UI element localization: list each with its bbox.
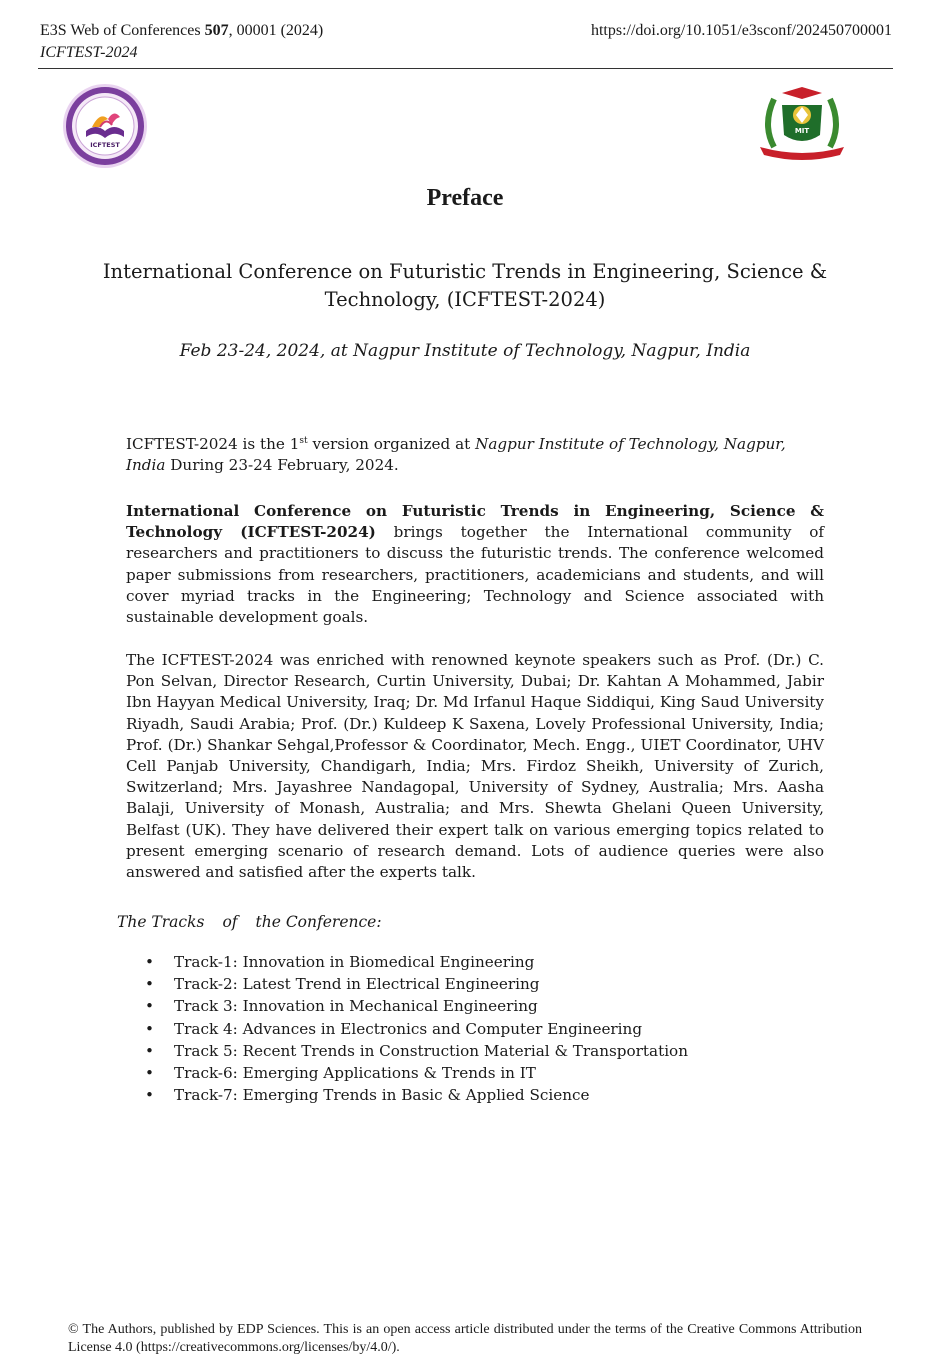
- svg-text:MIT: MIT: [794, 127, 810, 135]
- intro-paragraph: ICFTEST-2024 is the 1st version organized at Nagpur Institute of Technology, Nagpur, India During 23-24 February, 2024.: [126, 435, 786, 475]
- license-footer: © The Authors, published by EDP Sciences. This is an open access article distributed under the terms of the Creative Commons Attribution License 4.0 (https://creativecommons.org/licenses/by/4.0/).: [68, 1322, 862, 1355]
- about-paragraph: International Conference on Futuristic Trends in Engineering, Science & Technology (ICFTEST-2024) brings together the International community of researchers and practitioners to discuss the futuristic trends. The conference welcomed paper submissions from researchers, practitioners, academicians and students, and will cover myriad tracks in the Engineering; Technology and Science associated with sustainable development goals.: [126, 502, 824, 627]
- volume-number: 507: [204, 22, 229, 39]
- journal-citation: E3S Web of Conferences 507, 00001 (2024): [40, 22, 324, 39]
- page-title: Preface: [426, 185, 504, 211]
- list-item: • Track-2: Latest Trend in Electrical Engineering: [145, 973, 688, 995]
- conference-acronym: ICFTEST-2024: [40, 44, 138, 61]
- date-venue: Feb 23-24, 2024, at Nagpur Institute of Technology, Nagpur, India: [179, 341, 751, 361]
- list-item: • Track 5: Recent Trends in Construction Material & Transportation: [145, 1040, 688, 1062]
- list-item: • Track 3: Innovation in Mechanical Engineering: [145, 995, 688, 1017]
- list-item: • Track-1: Innovation in Biomedical Engineering: [145, 951, 688, 973]
- nit-logo: [752, 85, 852, 163]
- keynote-paragraph: The ICFTEST-2024 was enriched with renowned keynote speakers such as Prof. (Dr.) C. Pon Selvan, Director Research, Curtin University, Dubai; Dr. Kahtan A Mohammed, Jabir Ibn Hayyan Medical University, Iraq; Dr. Md Irfanul Haque Siddiqui, King Saud University Riyadh, Saudi Arabia; Prof. (Dr.) Kuldeep K Saxena, Lovely Professional University, India; Prof. (Dr.) Shankar Sehgal,Professor & Coordinator, Mech. Engg., UIET Coordinator, UHV Cell Panjab University, Chandigarh, India; Mrs. Firdoz Sheikh, University of Zurich, Switzerland; Mrs. Jayashree Nandagopal, University of Sydney, Australia; Mrs. Aasha Balaji, University of Monash, Australia; and Mrs. Shewta Ghelani Queen University, Belfast (UK). They have delivered their expert talk on various emerging topics related to present emerging scenario of research demand. Lots of audience queries were also answered and satisfied after the experts talk.: [126, 651, 824, 882]
- list-item: • Track 4: Advances in Electronics and Computer Engineering: [145, 1018, 688, 1040]
- doi-link[interactable]: https://doi.org/10.1051/e3sconf/202450700001: [590, 22, 892, 39]
- tracks-heading: The Tracks of the Conference:: [117, 913, 382, 931]
- running-header: [40, 20, 323, 64]
- header-rule: [38, 68, 893, 69]
- icftest-logo: [62, 83, 148, 169]
- svg-text:ICFTEST: ICFTEST: [90, 141, 120, 149]
- conference-title: International Conference on Futuristic Trends in Engineering, Science & Technology, (ICFTEST-2024): [102, 260, 828, 311]
- list-item: • Track-6: Emerging Applications & Trends in IT: [145, 1062, 688, 1084]
- conference-name-bold: International Conference on Futuristic Trends in Engineering, Science & Technology (ICFTEST-2024): [126, 502, 824, 542]
- tracks-list: [145, 951, 688, 1106]
- list-item: • Track-7: Emerging Trends in Basic & Applied Science: [145, 1084, 688, 1106]
- venue-name: Nagpur Institute of Technology, Nagpur, India: [126, 435, 786, 475]
